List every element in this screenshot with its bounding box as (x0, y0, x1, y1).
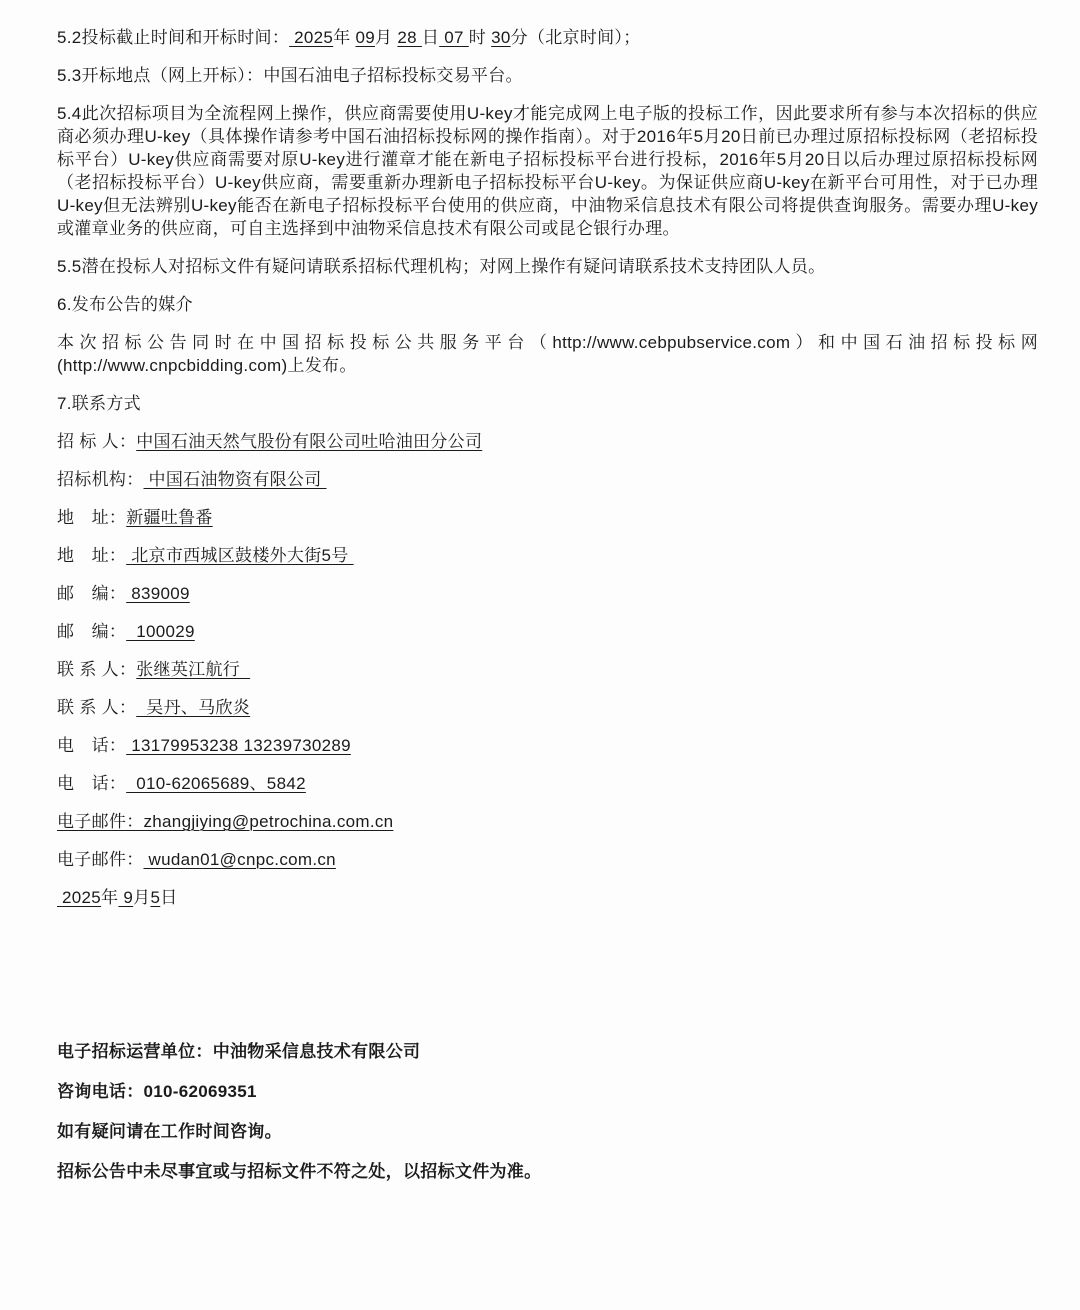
contact-value: 100029 (126, 622, 195, 641)
contact-label: 招 标 人： (57, 432, 137, 451)
section-6-heading: 6.发布公告的媒介 (57, 295, 193, 314)
clause-5-2-deadline-line: 5.2投标截止时间和开标时间： 2025年 09月 28 日 07 时 30分（北京时间）； (57, 28, 641, 47)
contact-value: 新疆吐鲁番 (126, 508, 213, 527)
tenderer-email-row (57, 810, 1038, 833)
contact-value: 吴丹、马欣炎 (136, 698, 251, 717)
footer-notes (57, 1040, 1038, 1183)
clause-5-3-opening-location-line: 5.3开标地点（网上开标）：中国石油电子招标投标交易平台。 (57, 66, 523, 85)
contact-label: 地 址： (57, 508, 127, 527)
disclaimer-line: 招标公告中未尽事宜或与招标文件不符之处，以招标文件为准。 (57, 1162, 542, 1181)
agency-address-row (57, 544, 1038, 567)
contact-label: 电 话： (57, 774, 127, 793)
contact-label: 联 系 人： (57, 660, 137, 679)
section-6-publication-media-paragraph: 本次招标公告同时在中国招标投标公共服务平台（http://www.cebpubservice.com）和中国石油招标投标网 (http://www.cnpcbidding.com)上发布。 (57, 333, 1044, 375)
consult-hotline-line: 咨询电话：010-62069351 (57, 1082, 257, 1101)
contact-value: 839009 (126, 584, 190, 603)
clause-5-4-ukey-notice-paragraph: 5.4此次招标项目为全流程网上操作，供应商需要使用U-key才能完成网上电子版的投标工作，因此要求所有参与本次招标的供应商必须办理U-key（具体操作请参考中国石油招标投标网的操作指南）。对于2016年5月20日前已办理过原招标投标网（老招标投标平台）U-key供应商需要对原U-key进行灌章才能在新电子招标投标平台进行投标，2016年5月20日以后办理过原招标投标网（老招标投标平台）U-key供应商，需要重新办理新电子招标投标平台U-key。为保证供应商U-key在新平台可用性，对于已办理U-key但无法辨别U-key能否在新电子招标投标平台使用的供应商，中油物采信息技术有限公司将提供查询服务。需要办理U-key或灌章业务的供应商，可自主选择到中油物采信息技术有限公司或昆仑银行办理。 (57, 104, 1038, 238)
tenderer-phone-row (57, 734, 1038, 757)
section-7-heading: 7.联系方式 (57, 394, 141, 413)
agency-contact-person-row (57, 696, 1038, 719)
tenderer-contact-person-row (57, 658, 1038, 681)
agency-email-row (57, 848, 1038, 871)
agency-postcode-row (57, 620, 1038, 643)
e-bidding-operator-line: 电子招标运营单位：中油物采信息技术有限公司 (57, 1042, 421, 1061)
contact-label: 电子邮件： (57, 812, 144, 831)
contact-value: zhangjiying@petrochina.com.cn (143, 812, 394, 831)
working-hours-note-line: 如有疑问请在工作时间咨询。 (57, 1122, 282, 1141)
contact-list (57, 430, 1038, 871)
contact-label: 电 话： (57, 736, 127, 755)
contact-value: 中国石油天然气股份有限公司吐哈油田分公司 (136, 432, 483, 451)
contact-label: 联 系 人： (57, 698, 137, 717)
contact-value: 010-62065689、5842 (126, 774, 306, 793)
contact-value: 中国石油物资有限公司 (143, 470, 327, 489)
tenderer-address-row (57, 506, 1038, 529)
agency-phone-row (57, 772, 1038, 795)
contact-label: 邮 编： (57, 622, 127, 641)
contact-label: 招标机构： (57, 470, 144, 489)
contact-label: 地 址： (57, 546, 127, 565)
contact-value: wudan01@cnpc.com.cn (143, 850, 336, 869)
tenderer-row (57, 430, 1038, 453)
tenderer-postcode-row (57, 582, 1038, 605)
clause-5-5-questions-line: 5.5潜在投标人对招标文件有疑问请联系招标代理机构；对网上操作有疑问请联系技术支持团队人员。 (57, 257, 826, 276)
agency-row (57, 468, 1038, 491)
announcement-date: 2025年 9月5日 (57, 888, 178, 907)
contact-label: 邮 编： (57, 584, 127, 603)
contact-label: 电子邮件： (57, 850, 144, 869)
contact-value: 张继英江航行 (136, 660, 251, 679)
contact-value: 北京市西城区鼓楼外大街5号 (126, 546, 354, 565)
contact-value: 13179953238 13239730289 (126, 736, 351, 755)
